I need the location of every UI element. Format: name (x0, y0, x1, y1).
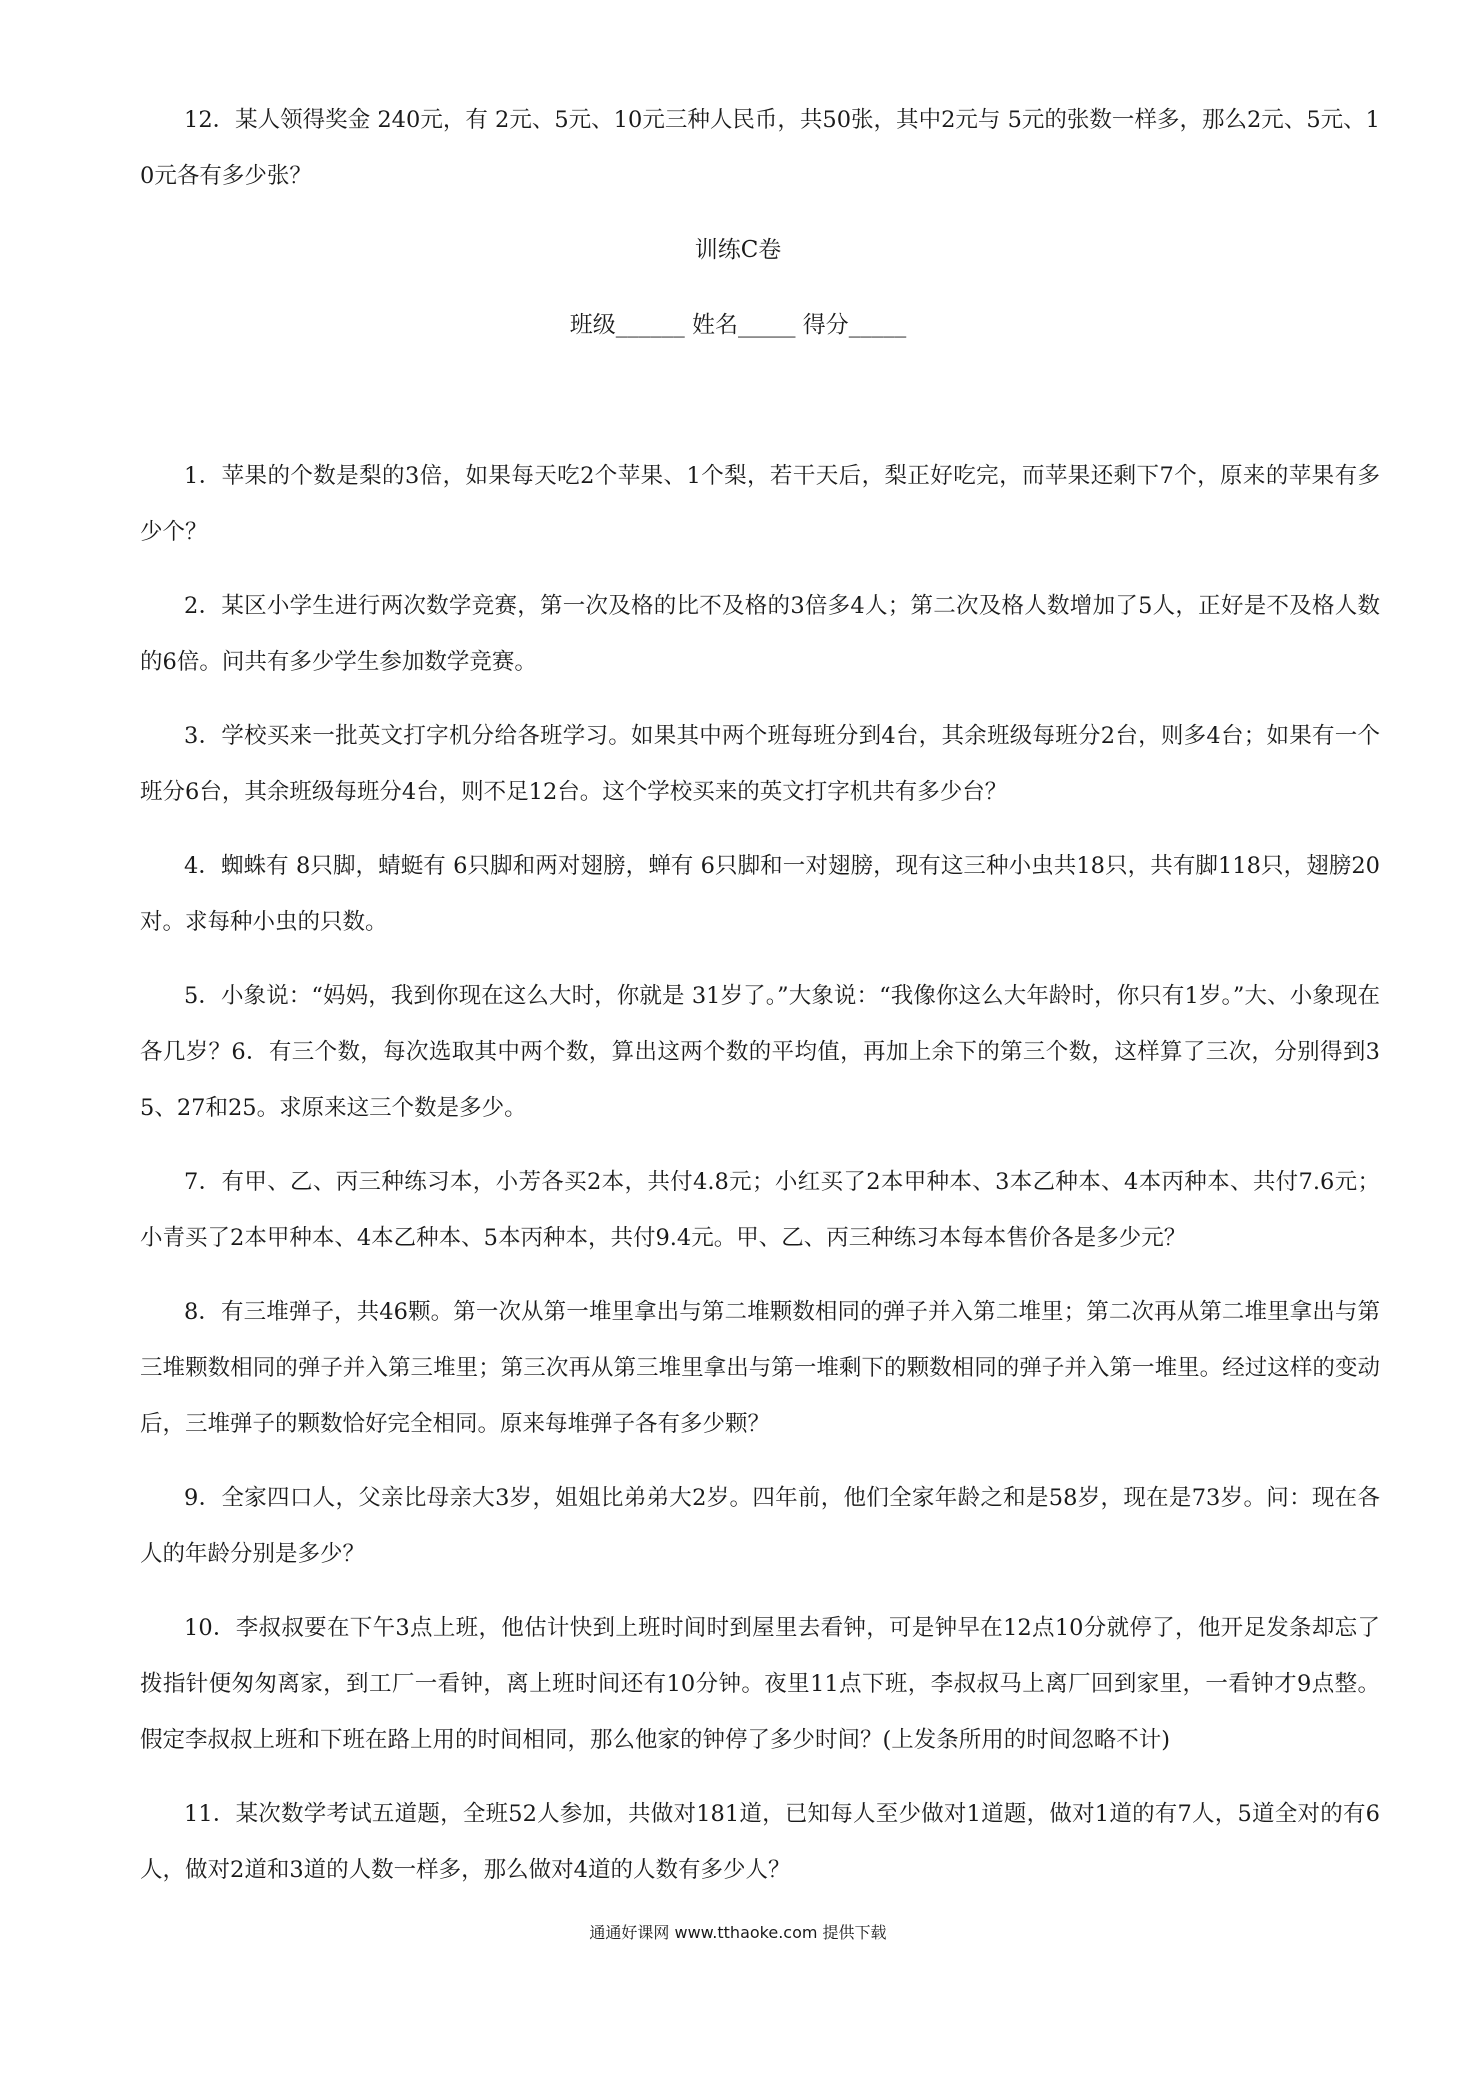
question-4: 4．蜘蛛有 8只脚，蜻蜓有 6只脚和两对翅膀，蝉有 6只脚和一对翅膀，现有这三种小虫共18只，共有脚118只，翅膀20对。求每种小虫的只数。 (140, 853, 1380, 935)
question-10: 10．李叔叔要在下午3点上班，他估计快到上班时间时到屋里去看钟，可是钟早在12点10分就停了，他开足发条却忘了拨指针便匆匆离家，到工厂一看钟，离上班时间还有10分钟。夜里11点下班，李叔叔马上离厂回到家里，一看钟才9点整。假定李叔叔上班和下班在路上用的时间相同，那么他家的钟停了多少时间？(上发条所用的时间忽略不计) (140, 1615, 1380, 1753)
question-5-6: 5．小象说：“妈妈，我到你现在这么大时，你就是 31岁了。”大象说：“我像你这么大年龄时，你只有1岁。”大、小象现在各几岁？6．有三个数，每次选取其中两个数，算出这两个数的平均值，再加上余下的第三个数，这样算了三次，分别得到35、27和25。求原来这三个数是多少。 (140, 983, 1380, 1121)
question-12: 12．某人领得奖金 240元，有 2元、5元、10元三种人民币，共50张，其中2元与 5元的张数一样多，那么2元、5元、10元各有多少张？ (140, 107, 1380, 189)
question-8: 8．有三堆弹子，共46颗。第一次从第一堆里拿出与第二堆颗数相同的弹子并入第二堆里；第二次再从第二堆里拿出与第三堆颗数相同的弹子并入第三堆里；第三次再从第三堆里拿出与第一堆剩下的颗数相同的弹子并入第一堆里。经过这样的变动后，三堆弹子的颗数恰好完全相同。原来每堆弹子各有多少颗？ (140, 1299, 1380, 1437)
question-11: 11．某次数学考试五道题，全班52人参加，共做对181道，已知每人至少做对1道题，做对1道的有7人，5道全对的有6人，做对2道和3道的人数一样多，那么做对4道的人数有多少人？ (140, 1801, 1380, 1883)
student-info-line: 班级______ 姓名_____ 得分_____ (569, 312, 907, 338)
question-3: 3．学校买来一批英文打字机分给各班学习。如果其中两个班每班分到4台，其余班级每班分2台，则多4台；如果有一个班分6台，其余班级每班分4台，则不足12台。这个学校买来的英文打字机共有多少台？ (140, 723, 1380, 805)
question-2: 2．某区小学生进行两次数学竞赛，第一次及格的比不及格的3倍多4人；第二次及格人数增加了5人，正好是不及格人数的6倍。问共有多少学生参加数学竞赛。 (140, 593, 1380, 675)
question-7: 7．有甲、乙、丙三种练习本，小芳各买2本，共付4.8元；小红买了2本甲种本、3本乙种本、4本丙种本、共付7.6元；小青买了2本甲种本、4本乙种本、5本丙种本，共付9.4元。甲、乙、丙三种练习本每本售价各是多少元？ (140, 1169, 1380, 1251)
section-title: 训练C卷 (694, 237, 782, 263)
footer-source: 通通好课网 www.tthaoke.com 提供下载 (589, 1923, 887, 1942)
question-9: 9．全家四口人，父亲比母亲大3岁，姐姐比弟弟大2岁。四年前，他们全家年龄之和是58岁，现在是73岁。问：现在各人的年龄分别是多少？ (140, 1485, 1380, 1567)
question-1: 1．苹果的个数是梨的3倍，如果每天吃2个苹果、1个梨，若干天后，梨正好吃完，而苹果还剩下7个，原来的苹果有多少个？ (140, 463, 1380, 545)
